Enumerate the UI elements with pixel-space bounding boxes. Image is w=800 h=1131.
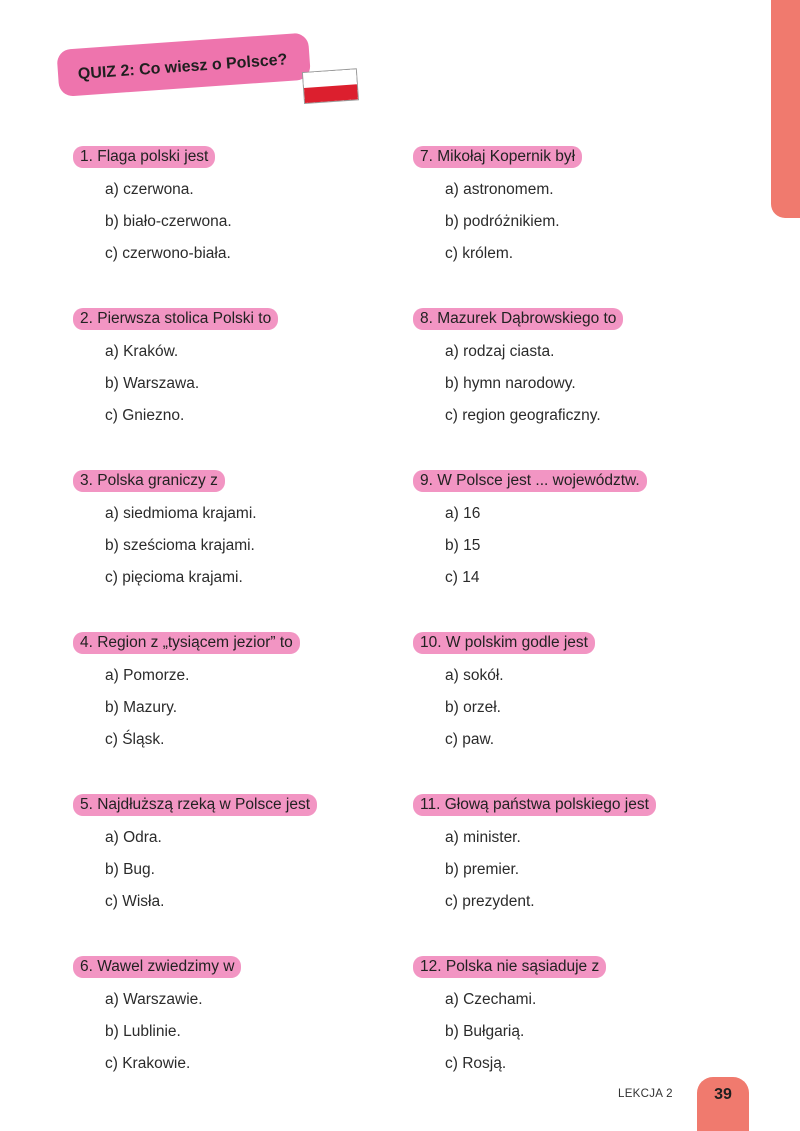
answer-option: c) 14 [445, 569, 480, 586]
page-number-tab: 39 [697, 1077, 749, 1131]
answer-option: c) Wisła. [105, 893, 165, 910]
answer-option: b) sześcioma krajami. [105, 537, 255, 554]
answer-option: b) Bułgarią. [445, 1023, 525, 1040]
flag-red-stripe [304, 84, 358, 103]
question-block [73, 956, 317, 1118]
answer-option: a) rodzaj ciasta. [445, 343, 555, 360]
left-question-column [73, 146, 317, 1118]
answer-option: c) Rosją. [445, 1055, 507, 1072]
answer-option: a) minister. [445, 829, 521, 846]
answer-option: a) siedmioma krajami. [105, 505, 257, 522]
answer-option: b) hymn narodowy. [445, 375, 576, 392]
answer-option: a) Warszawie. [105, 991, 203, 1008]
answer-option: c) czerwono-biała. [105, 245, 231, 262]
question-block [413, 632, 656, 794]
answer-option: a) astronomem. [445, 181, 554, 198]
answer-option: a) Czechami. [445, 991, 537, 1008]
question-block [73, 146, 317, 308]
answer-option: b) 15 [445, 537, 481, 554]
question-label: 9. W Polsce jest ... województw. [413, 470, 647, 492]
question-label: 12. Polska nie sąsiaduje z [413, 956, 606, 978]
polish-flag-icon [303, 69, 358, 103]
answer-option: b) premier. [445, 861, 520, 878]
answer-option: c) paw. [445, 731, 495, 748]
question-label: 11. Głową państwa polskiego jest [413, 794, 656, 816]
question-label: 6. Wawel zwiedzimy w [73, 956, 241, 978]
question-block [413, 308, 656, 470]
question-label: 1. Flaga polski jest [73, 146, 215, 168]
answer-option: b) Lublinie. [105, 1023, 181, 1040]
question-label: 8. Mazurek Dąbrowskiego to [413, 308, 623, 330]
answer-option: c) prezydent. [445, 893, 535, 910]
question-label: 10. W polskim godle jest [413, 632, 595, 654]
answer-option: c) królem. [445, 245, 514, 262]
question-label: 2. Pierwsza stolica Polski to [73, 308, 278, 330]
right-question-column [413, 146, 656, 1118]
answer-option: c) Krakowie. [105, 1055, 191, 1072]
question-block [413, 794, 656, 956]
question-label: 4. Region z „tysiącem jezior” to [73, 632, 300, 654]
answer-option: c) Śląsk. [105, 731, 165, 748]
answer-option: b) orzeł. [445, 699, 501, 716]
quiz-title: QUIZ 2: Co wiesz o Polsce? [77, 51, 288, 83]
answer-option: a) czerwona. [105, 181, 194, 198]
answer-option: a) Pomorze. [105, 667, 190, 684]
answer-option: b) Mazury. [105, 699, 178, 716]
question-block [73, 794, 317, 956]
question-block [73, 632, 317, 794]
answer-option: a) Odra. [105, 829, 162, 846]
lesson-label: LEKCJA 2 [618, 1088, 673, 1100]
question-label: 3. Polska graniczy z [73, 470, 225, 492]
question-block [413, 470, 656, 632]
answer-option: c) Gniezno. [105, 407, 185, 424]
answer-option: a) Kraków. [105, 343, 179, 360]
answer-option: c) region geograficzny. [445, 407, 601, 424]
answer-option: a) sokół. [445, 667, 504, 684]
side-tab-marker [771, 0, 800, 218]
question-label: 7. Mikołaj Kopernik był [413, 146, 582, 168]
question-block [413, 146, 656, 308]
question-label: 5. Najdłuższą rzeką w Polsce jest [73, 794, 317, 816]
answer-option: b) biało-czerwona. [105, 213, 232, 230]
answer-option: b) Bug. [105, 861, 155, 878]
question-block [73, 470, 317, 632]
answer-option: b) podróżnikiem. [445, 213, 560, 230]
answer-option: a) 16 [445, 505, 481, 522]
question-block [73, 308, 317, 470]
answer-option: b) Warszawa. [105, 375, 200, 392]
answer-option: c) pięcioma krajami. [105, 569, 243, 586]
